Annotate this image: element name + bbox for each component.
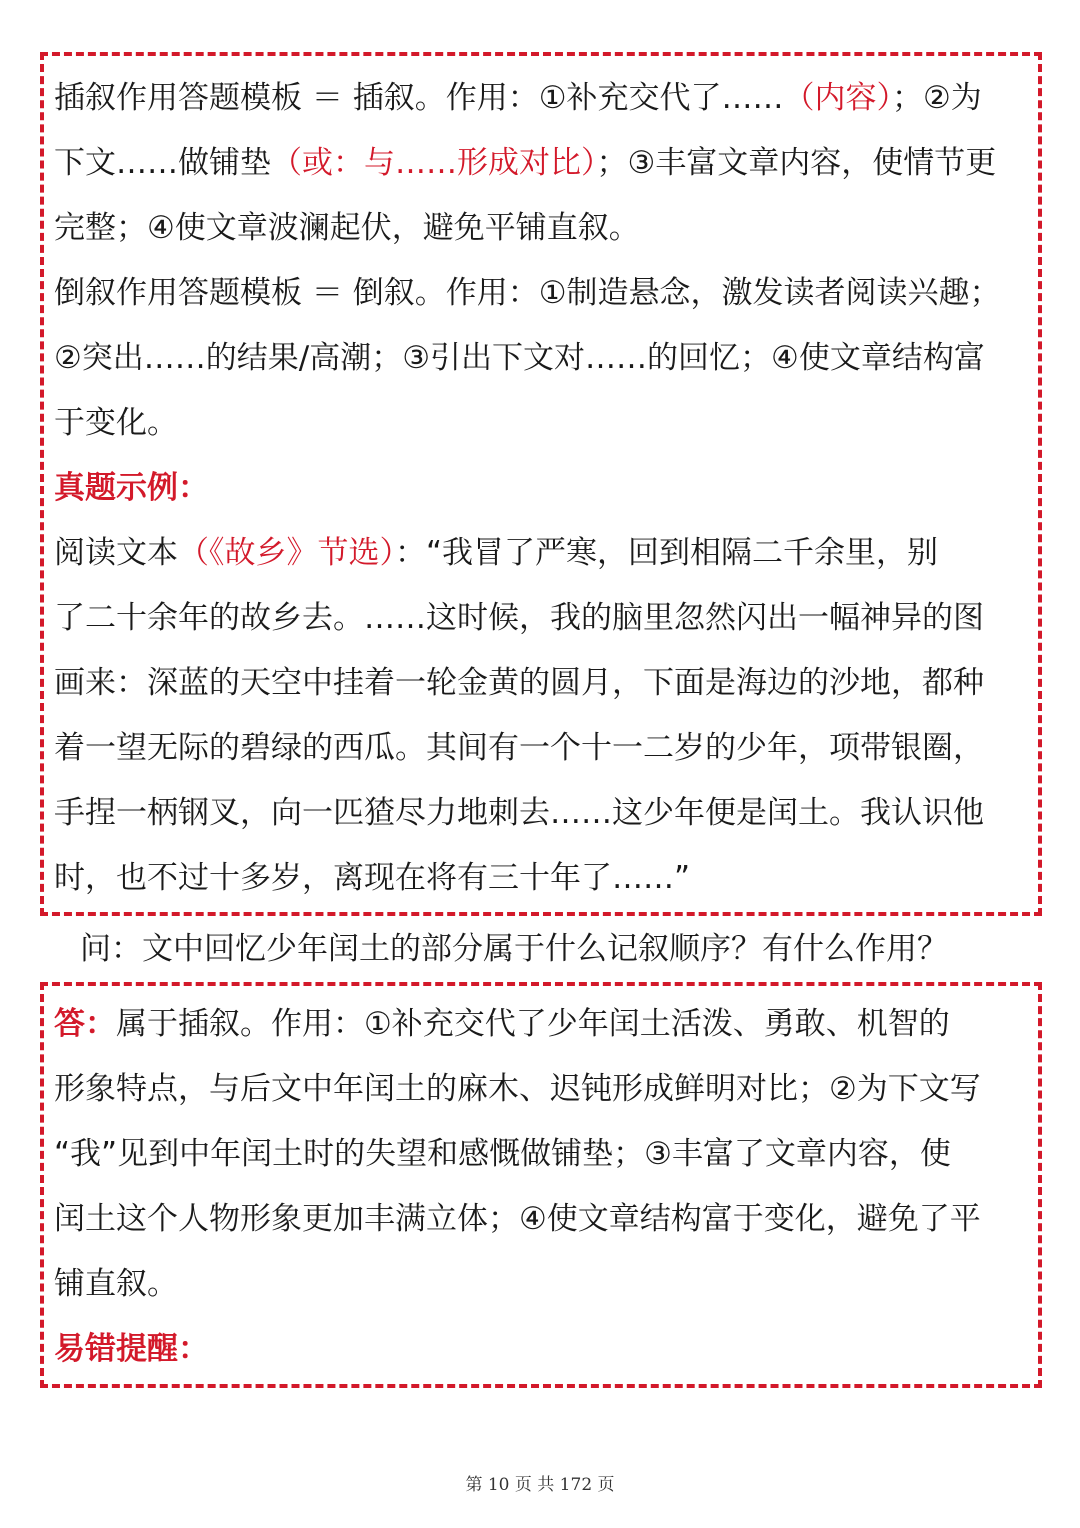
text-run: ；③丰富文章内容，使情节更 [596, 145, 997, 181]
example-heading: 真题示例： [54, 470, 209, 506]
text-run: ；②为 [892, 80, 982, 116]
highlight-run: （内容） [783, 80, 892, 116]
text-run: 阅读文本 [54, 535, 178, 571]
text-line: 着一望无际的碧绿的西瓜。其间有一个十一二岁的少年，项带银圈， [54, 730, 984, 766]
template-box [40, 52, 1042, 916]
answer-label: 答： [54, 1006, 116, 1042]
text-line [54, 992, 1030, 1057]
text-line: 手捏一柄钢叉，向一匹猹尽力地刺去……这少年便是闰土。我认识他 [54, 795, 984, 831]
text-run: ：“我冒了严寒，回到相隔二千余里，别 [395, 535, 939, 571]
text-line [54, 521, 1030, 586]
text-line [54, 131, 1030, 196]
text-run: 下文……做铺垫 [54, 145, 271, 181]
text-line: 闰土这个人物形象更加丰满立体；④使文章结构富于变化，避免了平 [54, 1201, 981, 1237]
text-line [54, 66, 1030, 131]
answer-box [40, 982, 1042, 1388]
text-line: 完整；④使文章波澜起伏，避免平铺直叙。 [54, 210, 640, 246]
text-line: “我”见到中年闰土时的失望和感慨做铺垫；③丰富了文章内容，使 [54, 1136, 951, 1172]
text-line: 铺直叙。 [54, 1266, 178, 1302]
text-run: 插叙作用答题模板 ＝ 插叙。作用：①补充交代了…… [54, 80, 784, 116]
text-line: 画来：深蓝的天空中挂着一轮金黄的圆月，下面是海边的沙地，都种 [54, 665, 984, 701]
mistake-heading: 易错提醒： [54, 1331, 209, 1367]
question-text: 问：文中回忆少年闰土的部分属于什么记叙顺序？有什么作用？ [80, 931, 948, 967]
text-line: 时，也不过十多岁，离现在将有三十年了……” [54, 860, 691, 896]
text-line: 形象特点，与后文中年闰土的麻木、迟钝形成鲜明对比；②为下文写 [54, 1071, 981, 1107]
text-line: 于变化。 [54, 405, 178, 441]
text-run: 属于插叙。作用：①补充交代了少年闰土活泼、勇敢、机智的 [116, 1006, 950, 1042]
highlight-run: （或：与……形成对比） [271, 145, 597, 181]
highlight-run: （《故乡》节选） [178, 535, 395, 571]
text-line: ②突出……的结果/高潮；③引出下文对……的回忆；④使文章结构富 [54, 340, 985, 376]
text-line: 倒叙作用答题模板 ＝ 倒叙。作用：①制造悬念，激发读者阅读兴趣； [54, 275, 1001, 311]
page-number: 第 10 页 共 172 页 [465, 1475, 615, 1495]
text-line: 了二十余年的故乡去。……这时候，我的脑里忽然闪出一幅神异的图 [54, 600, 984, 636]
